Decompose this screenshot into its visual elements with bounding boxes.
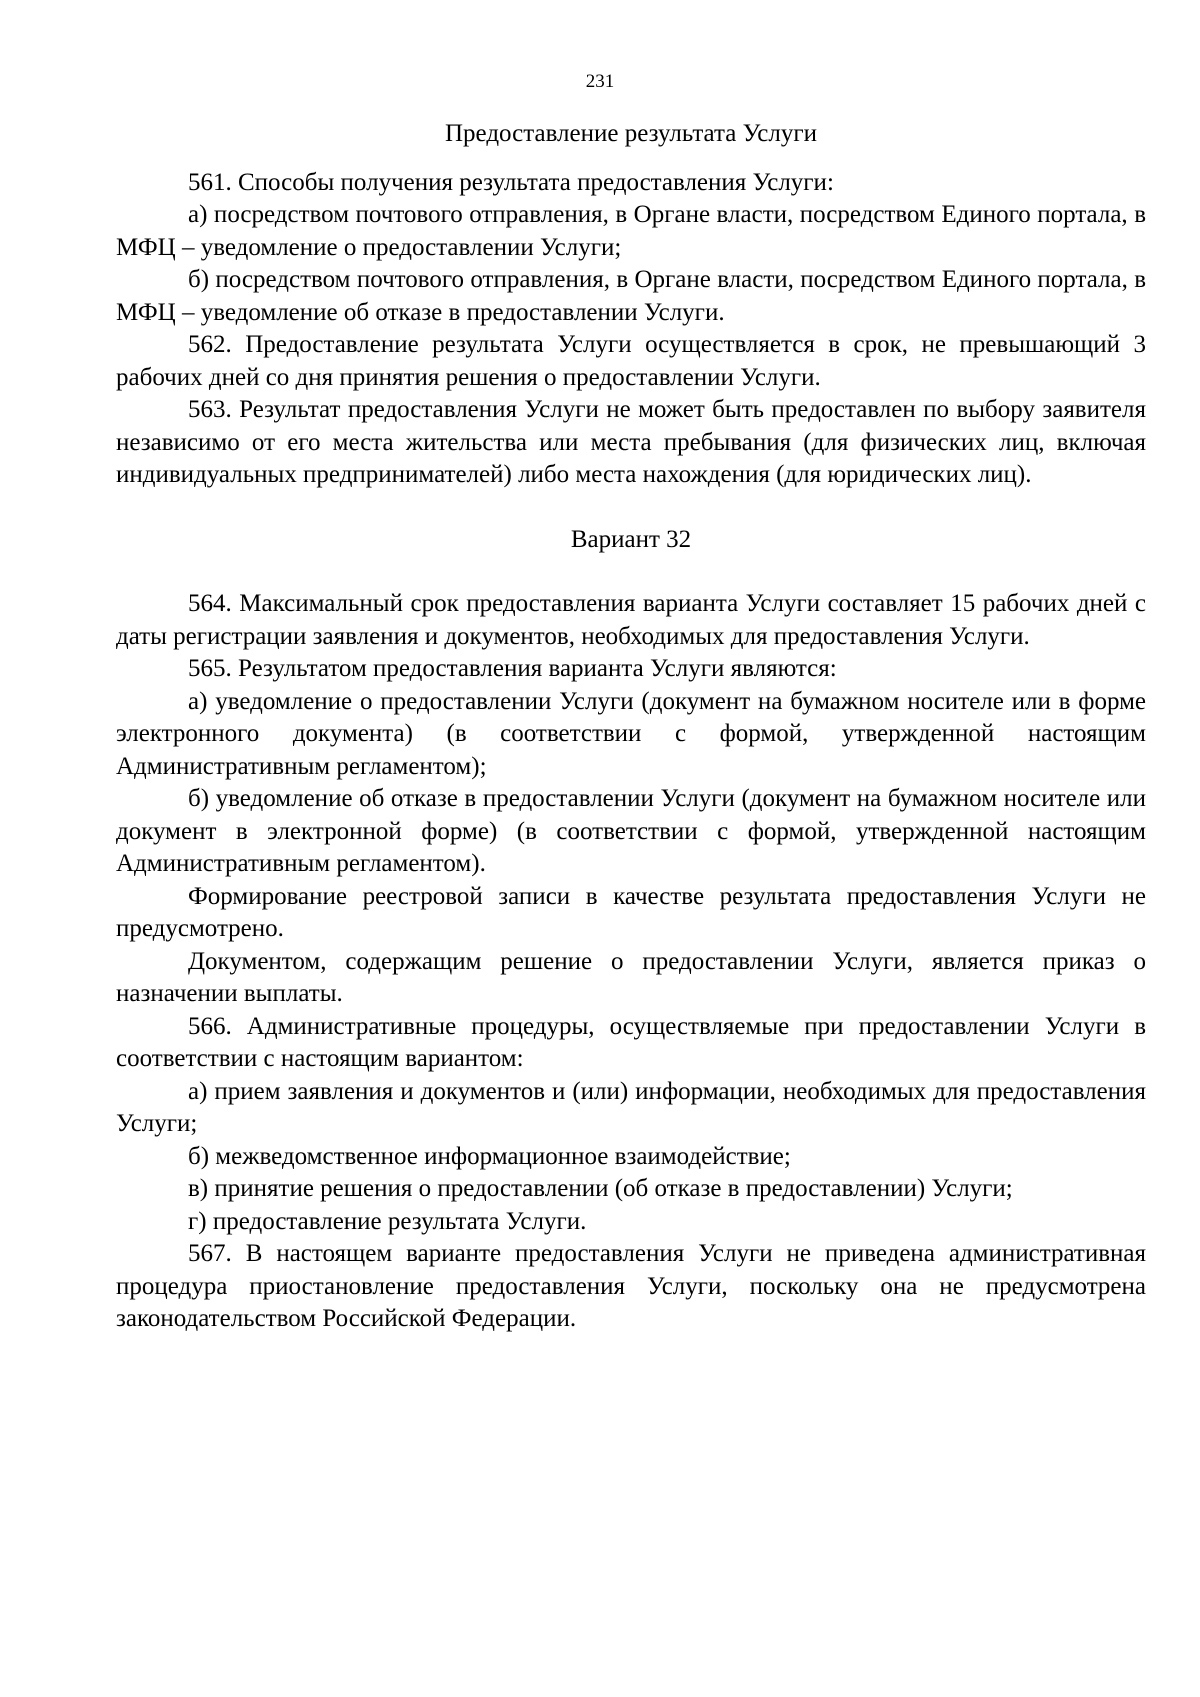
page-number: 231 [585,71,615,92]
paragraph-561-a: а) посредством почтового отправления, в Органе власти, посредством Единого портала, в МФЦ – уведомление о предоставлении Услуги; [116,201,1146,261]
paragraph-565-a: а) уведомление о предоставлении Услуги (документ на бумажном носителе или в форме электронного документа) (в соответствии с формой, утвержденной настоящим Административным регламентом); [116,687,1146,780]
paragraph-566-c: в) принятие решения о предоставлении (об отказе в предоставлении) Услуги; [188,1175,1013,1202]
paragraph-561: 561. Способы получения результата предоставления Услуги: [188,168,834,196]
paragraph-561-b: б) посредством почтового отправления, в Органе власти, посредством Единого портала, в МФЦ – уведомление об отказе в предоставлении Услуги. [116,266,1146,326]
paragraph-565-b: б) уведомление об отказе в предоставлении Услуги (документ на бумажном носителе или документ в электронной форме) (в соответствии с формой, утвержденной настоящим Административным регламентом). [116,785,1146,877]
document-body [116,118,1146,1336]
paragraph-566-a: а) прием заявления и документов и (или) информации, необходимых для предоставления Услуги; [116,1077,1146,1137]
paragraph-567: 567. В настоящем варианте предоставления Услуги не приведена административная процедура приостановление предоставления Услуги, поскольку она не предусмотрена законодательством Российской Федерации. [116,1240,1146,1332]
paragraph-566-b: б) межведомственное информационное взаимодействие; [188,1142,791,1170]
paragraph-566: 566. Административные процедуры, осуществляемые при предоставлении Услуги в соответствии с настоящим вариантом: [116,1012,1146,1072]
paragraph-564: 564. Максимальный срок предоставления варианта Услуги составляет 15 рабочих дней с даты регистрации заявления и документов, необходимых для предоставления Услуги. [116,590,1146,650]
paragraph-566-d: г) предоставление результата Услуги. [188,1207,587,1235]
section-variant-body [116,588,1146,1336]
paragraph-563: 563. Результат предоставления Услуги не может быть предоставлен по выбору заявителя независимо от его места жительства или места пребывания (для физических лиц, включая индивидуальных предпринимателей) либо места нахождения (для юридических лиц). [116,396,1146,488]
paragraph-decision-document: Документом, содержащим решение о предоставлении Услуги, является приказ о назначении выплаты. [116,947,1146,1007]
paragraph-562: 562. Предоставление результата Услуги осуществляется в срок, не превышающий 3 рабочих дней со дня принятия решения о предоставлении Услуги. [116,331,1146,391]
section-heading-variant: Вариант 32 [570,525,692,553]
paragraph-565: 565. Результатом предоставления варианта Услуги являются: [188,655,837,682]
paragraph-registry-note: Формирование реестровой записи в качестве результата предоставления Услуги не предусмотрено. [116,882,1146,942]
section-result-body [116,167,1146,492]
section-heading-result: Предоставление результата Услуги [445,120,817,147]
